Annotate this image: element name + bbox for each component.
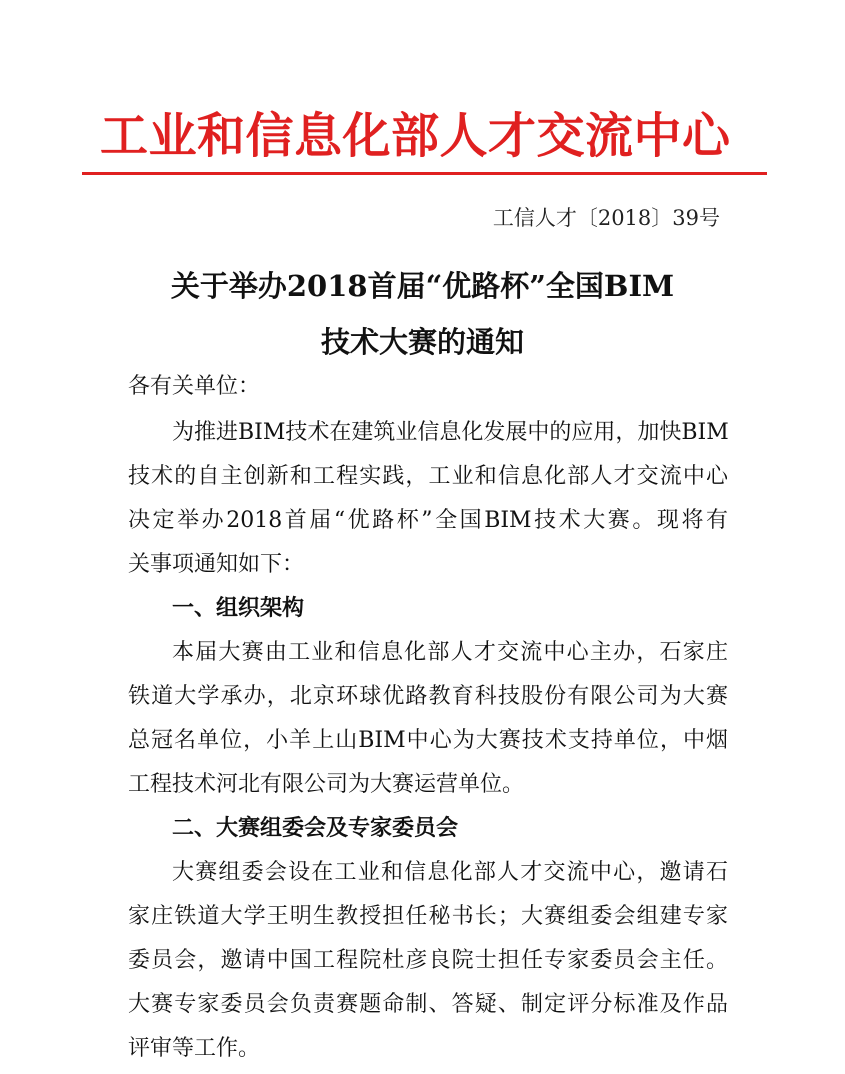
section-2-line-2: 家庄铁道大学王明生教授担任秘书长；大赛组委会组建专家 <box>128 904 728 929</box>
salutation: 各有关单位： <box>128 374 261 399</box>
section-1-line-2: 铁道大学承办，北京环球优路教育科技股份有限公司为大赛 <box>128 684 728 709</box>
section-1-heading: 一、组织架构 <box>172 596 305 621</box>
section-1-line-3: 总冠名单位，小羊上山BIM中心为大赛技术支持单位，中烟 <box>128 728 728 753</box>
notice-title-line-2: 技术大赛的通知 <box>320 325 524 359</box>
section-1-line-1: 本届大赛由工业和信息化部人才交流中心主办，石家庄 <box>172 640 728 665</box>
section-1-line-4: 工程技术河北有限公司为大赛运营单位。 <box>128 772 525 797</box>
section-2-line-5: 评审等工作。 <box>128 1036 261 1061</box>
intro-line-4: 关事项通知如下： <box>128 552 305 577</box>
intro-line-3: 决定举办2018首届“优路杯”全国BIM技术大赛。现将有 <box>128 508 728 533</box>
section-2-line-1: 大赛组委会设在工业和信息化部人才交流中心，邀请石 <box>172 860 728 885</box>
intro-line-1: 为推进BIM技术在建筑业信息化发展中的应用，加快BIM <box>172 420 729 445</box>
intro-line-2: 技术的自主创新和工程实践，工业和信息化部人才交流中心 <box>128 464 728 489</box>
masthead-title: 工业和信息化部人才交流中心 <box>100 108 731 164</box>
masthead-red-rule <box>82 172 767 175</box>
section-2-line-4: 大赛专家委员会负责赛题命制、答疑、制定评分标准及作品 <box>128 992 728 1017</box>
section-2-heading: 二、大赛组委会及专家委员会 <box>172 816 459 841</box>
document-number: 工信人才〔2018〕39号 <box>492 206 720 230</box>
section-2-line-3: 委员会，邀请中国工程院杜彦良院士担任专家委员会主任。 <box>128 948 728 973</box>
notice-title-line-1: 关于举办2018首届“优路杯”全国BIM <box>170 269 675 303</box>
